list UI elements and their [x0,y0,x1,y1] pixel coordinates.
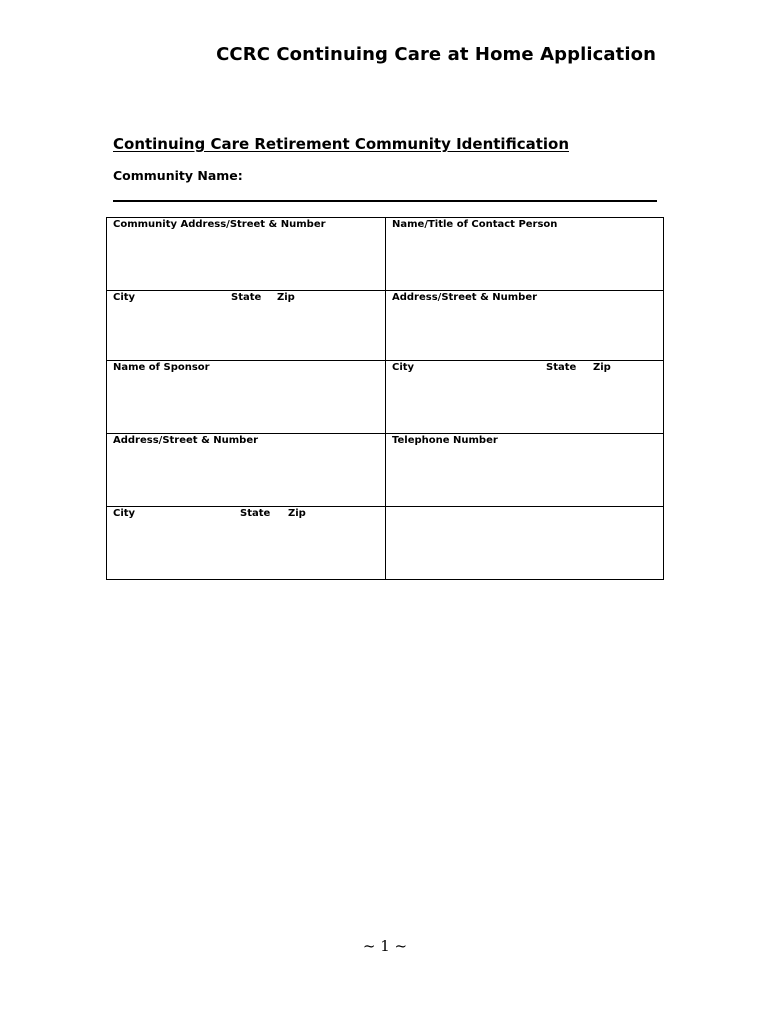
zip-label: Zip [288,508,306,519]
community-city-state-zip-field[interactable] [107,291,386,361]
identification-form-table [106,217,664,580]
state-label: State [546,362,577,373]
zip-label: Zip [277,292,295,303]
sponsor-name-field[interactable] [107,361,386,434]
state-label: State [240,508,271,519]
sponsor-name-label: Name of Sponsor [113,362,210,373]
city-label: City [113,292,136,303]
zip-label: Zip [593,362,611,373]
contact-person-label: Name/Title of Contact Person [392,219,558,230]
sponsor-address-field[interactable] [107,434,386,507]
table-row [107,291,664,361]
telephone-number-label: Telephone Number [392,435,498,446]
telephone-number-field[interactable] [386,434,664,507]
community-address-field[interactable] [107,218,386,291]
sponsor-address-label: Address/Street & Number [113,435,259,446]
city-label: City [392,362,415,373]
contact-person-field[interactable] [386,218,664,291]
document-title: CCRC Continuing Care at Home Application [216,44,656,65]
table-row [107,507,664,580]
section-heading: Continuing Care Retirement Community Identification [113,135,569,153]
city-label: City [113,508,136,519]
table-row [107,434,664,507]
table-row [107,218,664,291]
community-name-field-line[interactable] [113,200,657,202]
state-label: State [231,292,262,303]
contact-city-state-zip-field[interactable] [386,361,664,434]
page-number: ~ 1 ~ [362,937,408,955]
sponsor-city-state-zip-field[interactable] [107,507,386,580]
community-name-label: Community Name: [113,168,243,183]
contact-address-label: Address/Street & Number [392,292,538,303]
table-row [107,361,664,434]
empty-field[interactable] [386,507,664,580]
community-address-label: Community Address/Street & Number [113,219,326,230]
contact-address-field[interactable] [386,291,664,361]
